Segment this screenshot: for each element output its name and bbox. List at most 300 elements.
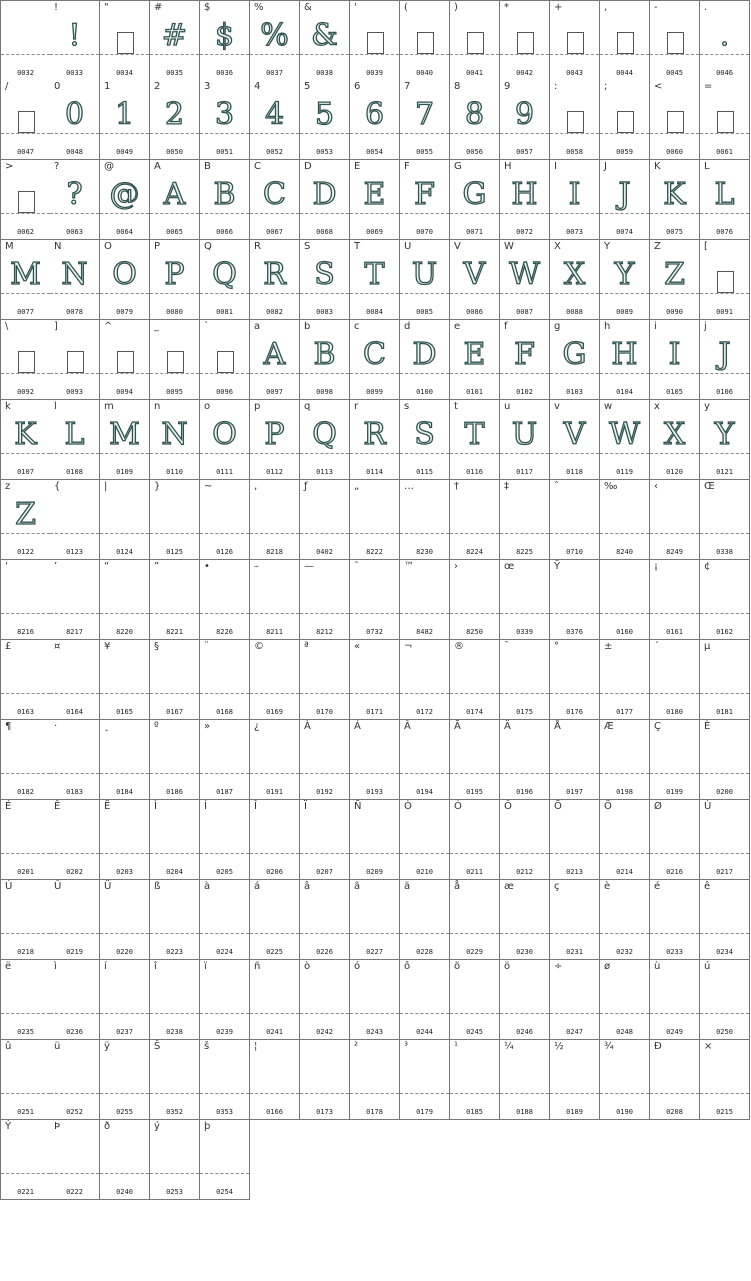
glyph-cell: [50, 0, 100, 81]
baseline-rule: [600, 533, 649, 534]
glyph-cell: [700, 560, 750, 640]
char-label: a: [254, 321, 261, 332]
glyph-cell: [650, 0, 700, 81]
code-label: 0102: [516, 388, 533, 396]
glyph-cell: [650, 640, 700, 720]
char-label: }: [154, 481, 161, 492]
glyph-cell: [100, 80, 150, 160]
code-label: 0067: [266, 228, 283, 236]
glyph-cell: [350, 320, 400, 400]
glyph-cell: [100, 1040, 150, 1120]
char-label: ø: [604, 961, 611, 972]
glyph-cell: [350, 160, 400, 240]
glyph-cell: [650, 400, 700, 480]
char-label: “: [104, 561, 110, 572]
baseline-rule: [1, 613, 50, 614]
code-label: 0204: [166, 868, 183, 876]
glyph-cell: [600, 880, 650, 960]
char-label: S: [304, 241, 311, 252]
code-label: 0120: [666, 468, 683, 476]
char-label: R: [254, 241, 261, 252]
glyph-cell: [0, 1040, 51, 1120]
glyph-preview: #: [161, 18, 188, 53]
code-label: 0194: [416, 788, 433, 796]
char-label: ÿ: [104, 1041, 110, 1052]
char-label: O: [104, 241, 112, 252]
baseline-rule: [1, 1173, 50, 1174]
glyph-cell: [500, 640, 550, 720]
code-label: 0096: [216, 388, 233, 396]
baseline-rule: [150, 693, 199, 694]
code-label: 0239: [216, 1028, 233, 1036]
char-label: ä: [404, 881, 411, 892]
code-label: 0091: [716, 308, 733, 316]
baseline-rule: [400, 613, 449, 614]
glyph-preview: T: [364, 257, 385, 292]
code-label: 0171: [366, 708, 383, 716]
code-label: 0214: [616, 868, 633, 876]
missing-glyph-box-icon: [150, 334, 199, 380]
glyph-cell: [650, 240, 700, 320]
glyph-cell: [150, 0, 200, 81]
glyph-cell: [100, 800, 150, 880]
glyph-cell: [450, 560, 500, 640]
glyph-cell: [450, 880, 500, 960]
baseline-rule: [500, 1093, 549, 1094]
code-label: 0080: [166, 308, 183, 316]
baseline-rule: [600, 1013, 649, 1014]
baseline-rule: [50, 533, 99, 534]
glyph-preview: K: [14, 417, 37, 452]
char-label: ó: [354, 961, 361, 972]
code-label: 0213: [566, 868, 583, 876]
char-label: –: [254, 561, 259, 572]
code-label: 0118: [566, 468, 583, 476]
char-label: °: [554, 641, 559, 652]
glyph-cell: [300, 400, 350, 480]
code-label: 0218: [17, 948, 34, 956]
baseline-rule: [500, 693, 549, 694]
baseline-rule: [500, 1013, 549, 1014]
baseline-rule: [100, 1093, 149, 1094]
glyph-cell: [150, 880, 200, 960]
baseline-rule: [700, 693, 749, 694]
baseline-rule: [550, 533, 599, 534]
glyph-preview: @: [109, 177, 140, 212]
char-label: µ: [704, 641, 711, 652]
char-label: ù: [654, 961, 661, 972]
baseline-rule: [600, 613, 649, 614]
glyph-cell: [0, 880, 51, 960]
char-label: W: [504, 241, 514, 252]
baseline-rule: [300, 533, 349, 534]
baseline-rule: [150, 933, 199, 934]
code-label: 0058: [566, 148, 583, 156]
baseline-rule: [400, 1013, 449, 1014]
glyph-cell: [350, 480, 400, 560]
code-label: 0192: [316, 788, 333, 796]
char-label: T: [354, 241, 361, 252]
glyph-cell: [200, 880, 250, 960]
glyph-cell: [400, 560, 450, 640]
code-label: 0043: [566, 69, 583, 77]
baseline-rule: [700, 853, 749, 854]
glyph-cell: [50, 160, 100, 240]
baseline-rule: [400, 933, 449, 934]
code-label: 8249: [666, 548, 683, 556]
code-label: 0063: [66, 228, 83, 236]
char-label: Ò: [404, 801, 412, 812]
code-label: 8225: [516, 548, 533, 556]
baseline-rule: [250, 693, 299, 694]
missing-glyph-box-icon: [50, 334, 99, 380]
code-label: 0211: [466, 868, 483, 876]
char-label: t: [454, 401, 458, 412]
code-label: 0193: [366, 788, 383, 796]
char-label: 5: [304, 81, 311, 92]
glyph-cell: [600, 0, 650, 81]
code-label: 0170: [316, 708, 333, 716]
baseline-rule: [1, 1013, 50, 1014]
code-label: 0038: [316, 69, 333, 77]
glyph-cell: [550, 320, 600, 400]
code-label: 0110: [166, 468, 183, 476]
char-label: !: [54, 2, 59, 13]
char-label: *: [504, 2, 509, 13]
baseline-rule: [150, 613, 199, 614]
glyph-cell: [450, 400, 500, 480]
baseline-rule: [500, 933, 549, 934]
char-label: C: [254, 161, 261, 172]
glyph-cell: [250, 400, 300, 480]
code-label: 0197: [566, 788, 583, 796]
code-label: 0066: [216, 228, 233, 236]
char-label: é: [654, 881, 661, 892]
char-label: Ú: [5, 881, 13, 892]
code-label: 0034: [116, 69, 133, 77]
glyph-cell: [700, 480, 750, 560]
code-label: 0122: [17, 548, 34, 556]
baseline-rule: [700, 613, 749, 614]
char-label: ´: [654, 641, 659, 652]
code-label: 0060: [666, 148, 683, 156]
glyph-cell: [200, 720, 250, 800]
char-label: ¶: [5, 721, 12, 732]
char-label: ¾: [604, 1041, 614, 1052]
char-label: †: [454, 481, 459, 492]
char-label: h: [604, 321, 611, 332]
char-label: Õ: [554, 801, 562, 812]
code-label: 0254: [216, 1188, 233, 1196]
code-label: 0245: [466, 1028, 483, 1036]
glyph-cell: [300, 640, 350, 720]
code-label: 0061: [716, 148, 733, 156]
glyph-cell: [0, 320, 51, 400]
glyph-preview: L: [714, 177, 735, 212]
code-label: 0073: [566, 228, 583, 236]
glyph-preview: L: [64, 417, 85, 452]
glyph-cell: [100, 160, 150, 240]
code-label: 8212: [316, 628, 333, 636]
code-label: 0176: [566, 708, 583, 716]
glyph-cell: [650, 720, 700, 800]
missing-glyph-box-icon: [200, 334, 249, 380]
glyph-cell: [0, 160, 51, 240]
char-label: ¿: [254, 721, 260, 732]
code-label: 8240: [616, 548, 633, 556]
baseline-rule: [500, 533, 549, 534]
glyph-cell: [500, 960, 550, 1040]
char-label: Š: [154, 1041, 161, 1052]
baseline-rule: [600, 773, 649, 774]
char-label: …: [404, 481, 414, 492]
glyph-cell: [0, 960, 51, 1040]
char-label: ñ: [254, 961, 261, 972]
char-label: œ: [504, 561, 515, 572]
glyph-cell: [400, 240, 450, 320]
char-label: <: [654, 81, 663, 92]
glyph-cell: [100, 640, 150, 720]
char-label: e: [454, 321, 461, 332]
glyph-preview: Y: [614, 257, 635, 292]
code-label: 0037: [266, 69, 283, 77]
baseline-rule: [250, 613, 299, 614]
glyph-cell: [0, 560, 51, 640]
char-label: G: [454, 161, 462, 172]
glyph-preview: D: [412, 337, 437, 372]
glyph-preview: %: [260, 18, 289, 53]
baseline-rule: [50, 1173, 99, 1174]
code-label: 0053: [316, 148, 333, 156]
glyph-cell: [400, 80, 450, 160]
baseline-rule: [200, 773, 249, 774]
char-label: ": [104, 2, 109, 13]
missing-glyph-box-icon: [500, 15, 549, 61]
code-label: 0195: [466, 788, 483, 796]
char-label: y: [704, 401, 710, 412]
code-label: 0032: [17, 69, 34, 77]
char-label: ¸: [104, 721, 109, 732]
glyph-cell: [600, 240, 650, 320]
glyph-cell: [450, 160, 500, 240]
char-label: Æ: [604, 721, 614, 732]
glyph-cell: [700, 240, 750, 320]
baseline-rule: [400, 533, 449, 534]
glyph-cell: [250, 720, 300, 800]
glyph-preview: F: [514, 337, 535, 372]
glyph-preview: N: [161, 417, 188, 452]
code-label: 0177: [616, 708, 633, 716]
char-label: ‡: [504, 481, 509, 492]
glyph-cell: [150, 400, 200, 480]
char-label: â: [304, 881, 311, 892]
code-label: 0092: [17, 388, 34, 396]
glyph-preview: B: [313, 337, 336, 372]
char-label: å: [454, 881, 461, 892]
char-label: Œ: [704, 481, 715, 492]
glyph-preview: C: [363, 337, 386, 372]
glyph-preview: Z: [15, 497, 36, 532]
char-label: M: [5, 241, 14, 252]
glyph-cell: [0, 480, 51, 560]
baseline-rule: [350, 613, 399, 614]
glyph-preview: 8: [464, 97, 485, 132]
char-label: ~: [204, 481, 213, 492]
code-label: 0119: [616, 468, 633, 476]
glyph-preview: 9: [514, 97, 535, 132]
glyph-cell: [550, 720, 600, 800]
code-label: 0109: [116, 468, 133, 476]
code-label: 0243: [366, 1028, 383, 1036]
char-label: N: [54, 241, 62, 252]
char-label: ¯: [504, 641, 509, 652]
baseline-rule: [50, 693, 99, 694]
char-label: v: [554, 401, 560, 412]
baseline-rule: [600, 693, 649, 694]
glyph-cell: [300, 880, 350, 960]
char-label: 6: [354, 81, 361, 92]
glyph-cell: [50, 1120, 100, 1200]
glyph-cell: [300, 1040, 350, 1120]
code-label: 0078: [66, 308, 83, 316]
code-label: 0111: [216, 468, 233, 476]
baseline-rule: [450, 1013, 499, 1014]
baseline-rule: [50, 773, 99, 774]
char-label: ?: [54, 161, 60, 172]
baseline-rule: [450, 693, 499, 694]
glyph-cell: [200, 640, 250, 720]
code-label: 8221: [166, 628, 183, 636]
code-label: 0035: [166, 69, 183, 77]
code-label: 0221: [17, 1188, 34, 1196]
glyph-cell: [300, 320, 350, 400]
glyph-cell: [250, 160, 300, 240]
char-label: F: [404, 161, 410, 172]
glyph-cell: [500, 160, 550, 240]
baseline-rule: [1, 693, 50, 694]
glyph-cell: [50, 640, 100, 720]
char-label: ï: [204, 961, 207, 972]
code-label: 0077: [17, 308, 34, 316]
glyph-cell: [200, 480, 250, 560]
glyph-cell: [550, 560, 600, 640]
char-label: B: [204, 161, 211, 172]
char-label: q: [304, 401, 311, 412]
glyph-cell: [700, 800, 750, 880]
baseline-rule: [700, 1013, 749, 1014]
glyph-preview: .: [719, 18, 730, 53]
char-label: $: [204, 2, 211, 13]
char-label: Ñ: [354, 801, 362, 812]
code-label: 0198: [616, 788, 633, 796]
glyph-cell: [300, 80, 350, 160]
char-label: Ô: [504, 801, 512, 812]
char-label: ²: [354, 1041, 359, 1052]
char-label: V: [454, 241, 461, 252]
baseline-rule: [550, 853, 599, 854]
glyph-cell: [450, 720, 500, 800]
code-label: 0246: [516, 1028, 533, 1036]
baseline-rule: [650, 853, 699, 854]
glyph-preview: O: [112, 257, 137, 292]
code-label: 0115: [416, 468, 433, 476]
glyph-preview: Y: [714, 417, 735, 452]
baseline-rule: [200, 1013, 249, 1014]
glyph-cell: [500, 720, 550, 800]
glyph-preview: V: [563, 417, 586, 452]
glyph-cell: [600, 720, 650, 800]
glyph-cell: [450, 80, 500, 160]
glyph-preview: 5: [314, 97, 335, 132]
baseline-rule: [700, 1093, 749, 1094]
code-label: 0251: [17, 1108, 34, 1116]
glyph-cell: [500, 400, 550, 480]
code-label: 0050: [166, 148, 183, 156]
missing-glyph-box-icon: [700, 94, 749, 140]
baseline-rule: [600, 933, 649, 934]
glyph-preview: &: [311, 18, 338, 53]
baseline-rule: [1, 773, 50, 774]
missing-glyph-box-icon: [1, 174, 50, 220]
code-label: 0090: [666, 308, 683, 316]
glyph-preview: J: [618, 177, 631, 212]
code-label: 0252: [66, 1108, 83, 1116]
baseline-rule: [550, 613, 599, 614]
glyph-cell: [600, 480, 650, 560]
glyph-preview: P: [264, 417, 285, 452]
code-label: 0068: [316, 228, 333, 236]
glyph-cell: [250, 480, 300, 560]
code-label: 0352: [166, 1108, 183, 1116]
glyph-cell: [550, 480, 600, 560]
char-label: ý: [154, 1121, 160, 1132]
missing-glyph-box-icon: [600, 15, 649, 61]
char-label: ‘: [5, 561, 9, 572]
glyph-cell: [200, 960, 250, 1040]
glyph-preview: A: [263, 337, 286, 372]
glyph-cell: [250, 960, 300, 1040]
code-label: 0228: [416, 948, 433, 956]
char-label: Ö: [604, 801, 612, 812]
glyph-preview: I: [668, 337, 681, 372]
baseline-rule: [650, 1093, 699, 1094]
glyph-cell: [400, 800, 450, 880]
code-label: 0100: [416, 388, 433, 396]
missing-glyph-box-icon: [650, 15, 699, 61]
glyph-preview: V: [463, 257, 486, 292]
code-label: 0216: [666, 868, 683, 876]
char-label: š: [204, 1041, 210, 1052]
glyph-preview: M: [10, 257, 41, 292]
baseline-rule: [1, 1093, 50, 1094]
code-label: 0048: [66, 148, 83, 156]
char-label: ¨: [204, 641, 209, 652]
char-label: _: [154, 321, 159, 332]
glyph-cell: [200, 400, 250, 480]
glyph-preview: G: [562, 337, 587, 372]
code-label: 0209: [366, 868, 383, 876]
char-label: ,: [604, 2, 608, 13]
glyph-cell: [300, 720, 350, 800]
glyph-preview: S: [414, 417, 435, 452]
glyph-cell: [150, 1120, 200, 1200]
code-label: 0161: [666, 628, 683, 636]
glyph-cell: [400, 0, 450, 81]
glyph-cell: [450, 1040, 500, 1120]
glyph-cell: [350, 800, 400, 880]
char-label: 8: [454, 81, 461, 92]
code-label: 0240: [116, 1188, 133, 1196]
